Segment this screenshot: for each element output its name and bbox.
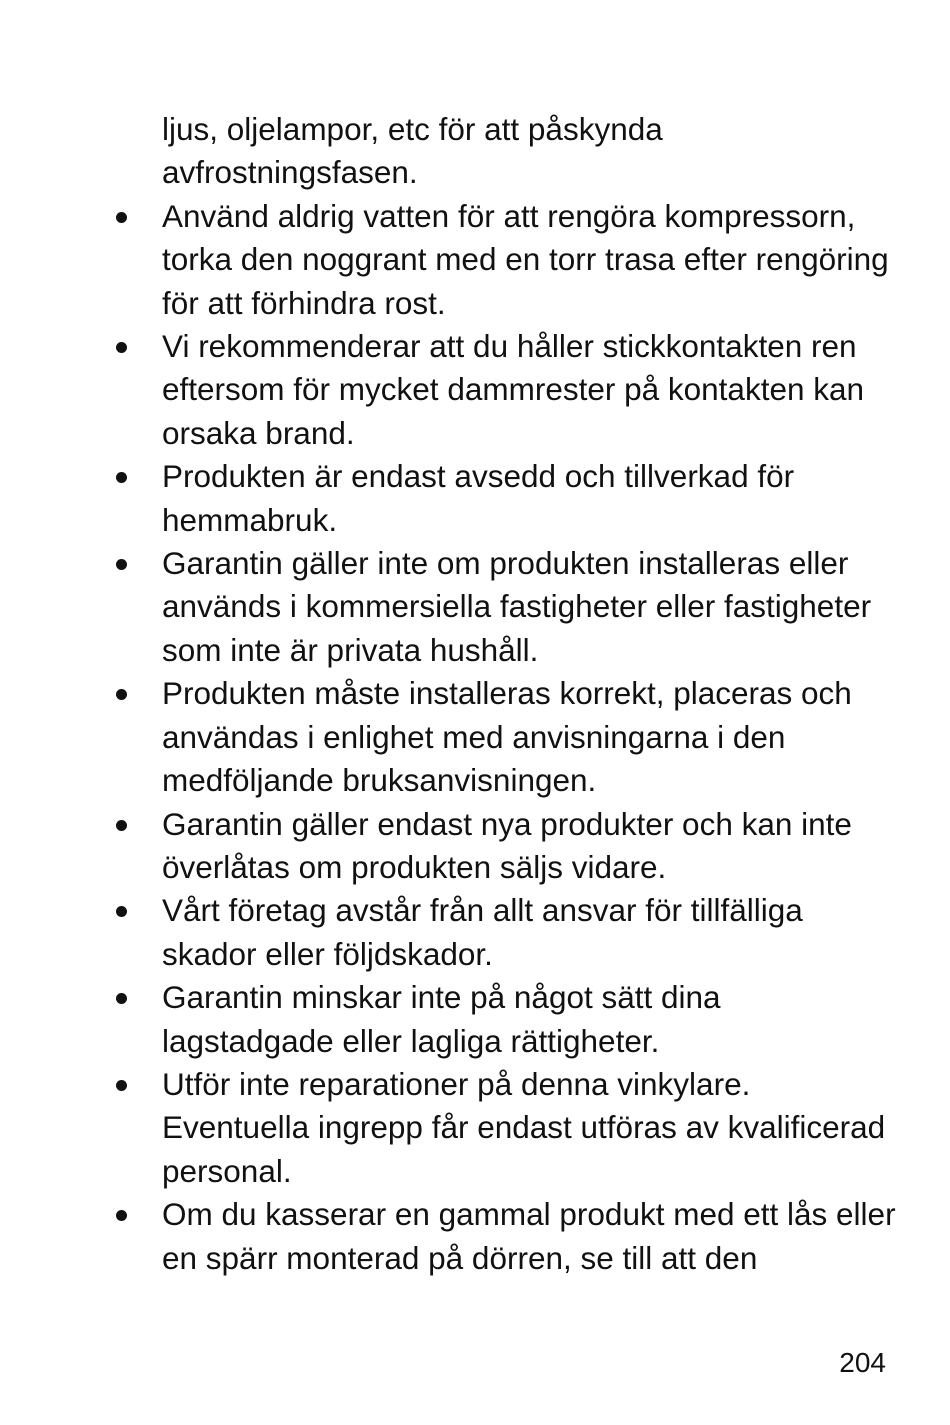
bullet-item [110, 455, 900, 542]
page-number: 204 [839, 1347, 886, 1378]
bullet-text: Vi rekommenderar att du håller stickkontakten ren eftersom för mycket dammrester på kontakten kan orsaka brand. [162, 328, 865, 451]
bullet-icon [116, 820, 127, 831]
bullet-text: Produkten måste installeras korrekt, placeras och användas i enlighet med anvisningarna i den medföljande bruksanvisningen. [162, 675, 852, 799]
bullet-item [110, 889, 900, 976]
bullet-icon [116, 1080, 127, 1091]
bullet-item [110, 542, 900, 672]
bullet-icon [116, 212, 127, 223]
bullet-item [110, 1193, 900, 1280]
bullet-icon [116, 993, 127, 1004]
bullet-text: Garantin gäller inte om produkten installeras eller används i kommersiella fastigheter eller fastigheter som inte är privata hushåll. [162, 545, 872, 668]
bullet-text: Vårt företag avstår från allt ansvar för tillfälliga skador eller följdskador. [162, 892, 803, 972]
bullet-item [110, 1063, 900, 1193]
continuation-paragraph: ljus, oljelampor, etc för att påskynda avfrostningsfasen. [162, 111, 663, 191]
bullet-text: Produkten är endast avsedd och tillverkad för hemmabruk. [162, 458, 795, 538]
bullet-text: Använd aldrig vatten för att rengöra kompressorn, torka den noggrant med en torr trasa efter rengöring för att förhindra rost. [162, 197, 889, 321]
bullet-item [110, 325, 900, 455]
bullet-item [110, 803, 900, 890]
bullet-icon [116, 906, 127, 917]
bullet-icon [116, 472, 127, 483]
bullet-icon [116, 559, 127, 570]
bullet-item [110, 672, 900, 802]
bullet-text: Garantin gäller endast nya produkter och kan inte överlåtas om produkten säljs vidare. [162, 805, 852, 885]
bullet-icon [116, 342, 127, 353]
bullet-icon [116, 689, 127, 700]
bullet-list [110, 195, 900, 1280]
bullet-text: Om du kasserar en gammal produkt med ett lås eller en spärr monterad på dörren, se till att den [162, 1196, 896, 1276]
bullet-item [110, 976, 900, 1063]
bullet-item [110, 195, 900, 325]
bullet-text: Utför inte reparationer på denna vinkylare. Eventuella ingrepp får endast utföras av kvalificerad personal. [162, 1065, 886, 1189]
bullet-icon [116, 1210, 127, 1221]
page-content [110, 108, 900, 1280]
bullet-text: Garantin minskar inte på något sätt dina lagstadgade eller lagliga rättigheter. [162, 979, 721, 1059]
